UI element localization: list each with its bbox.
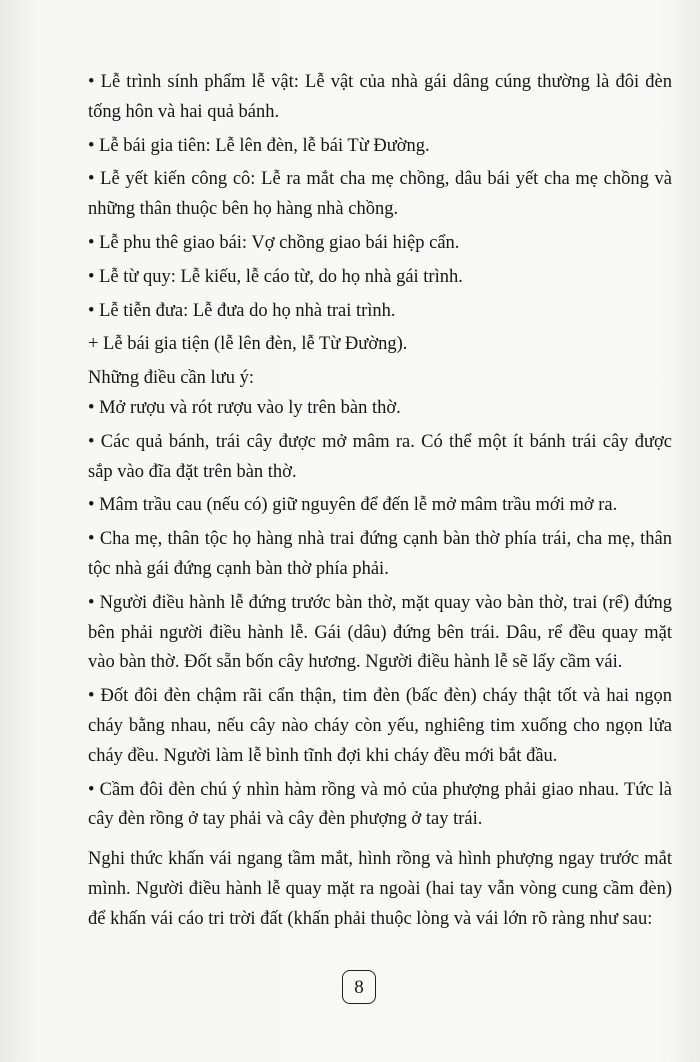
page-number: 8 <box>342 970 376 1004</box>
list-item: • Mở rượu và rót rượu vào ly trên bàn thờ. <box>88 394 672 424</box>
list-item: • Người điều hành lễ đứng trước bàn thờ, mặt quay vào bàn thờ, trai (rể) đứng bên phải người điều hành lễ. Gái (dâu) đứng bên trái. Dâu, rể đều quay mặt vào bàn thờ. Đốt sẵn bốn cây hương. Người điều hành lễ sẽ lấy cầm vái. <box>88 589 672 678</box>
list-item: • Lễ yết kiến công cô: Lễ ra mắt cha mẹ chồng, dâu bái yết cha mẹ chồng và những thân thuộc bên họ hàng nhà chồng. <box>88 165 672 225</box>
list-item: • Lễ tiễn đưa: Lễ đưa do họ nhà trai trình. <box>88 297 672 327</box>
list-item: • Lễ trình sính phẩm lễ vật: Lễ vật của nhà gái dâng cúng thường là đôi đèn tống hôn và hai quả bánh. <box>88 68 672 128</box>
list-item: • Cha mẹ, thân tộc họ hàng nhà trai đứng cạnh bàn thờ phía trái, cha mẹ, thân tộc nhà gái đứng cạnh bàn thờ phía phải. <box>88 525 672 585</box>
list-item: + Lễ bái gia tiện (lễ lên đèn, lễ Từ Đường). <box>88 334 408 355</box>
list-item: • Cầm đôi đèn chú ý nhìn hàm rồng và mỏ của phượng phải giao nhau. Tức là cây đèn rồng ở tay phải và cây đèn phượng ở tay trái. <box>88 776 672 836</box>
list-item: • Mâm trầu cau (nếu có) giữ nguyên để đến lễ mở mâm trầu mới mở ra. <box>88 491 672 521</box>
page-body <box>88 68 672 935</box>
section-heading: Những điều cần lưu ý: <box>88 368 254 389</box>
list-item: • Lễ phu thê giao bái: Vợ chồng giao bái hiệp cẩn. <box>88 229 672 259</box>
list-item: • Đốt đôi đèn chậm rãi cẩn thận, tim đèn (bấc đèn) cháy thật tốt và hai ngọn cháy bằng nhau, nếu cây nào cháy còn yếu, nghiêng tim xuống cho ngọn lửa cháy đều. Người làm lễ bình tĩnh đợi khi cháy đều mới bắt đầu. <box>88 682 672 771</box>
list-item: • Lễ bái gia tiên: Lễ lên đèn, lễ bái Từ Đường. <box>88 132 672 162</box>
list-item: • Lễ từ quy: Lễ kiếu, lễ cáo từ, do họ nhà gái trình. <box>88 263 672 293</box>
body-paragraph: Nghi thức khấn vái ngang tầm mắt, hình rồng và hình phượng ngay trước mắt mình. Người điều hành lễ quay mặt ra ngoài (hai tay vẫn vòng cung cầm đèn) để khấn vái cáo tri trời đất (khấn phải thuộc lòng và vái lớn rõ ràng như sau: <box>88 849 672 929</box>
list-item: • Các quả bánh, trái cây được mở mâm ra. Có thể một ít bánh trái cây được sắp vào đĩa đặt trên bàn thờ. <box>88 428 672 488</box>
